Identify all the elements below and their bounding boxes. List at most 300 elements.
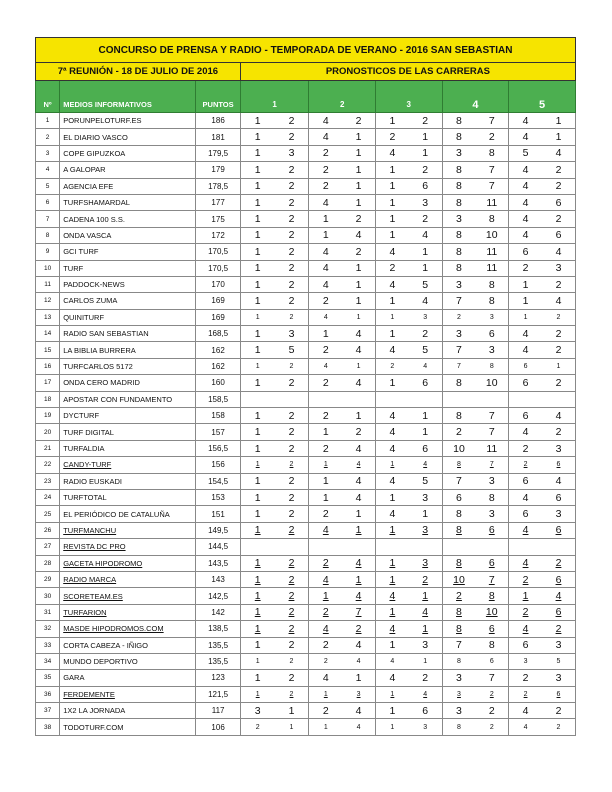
table-row <box>36 375 576 391</box>
prediction-cell: 3 <box>409 719 442 735</box>
prediction-cell: 1 <box>409 145 442 161</box>
prediction-cell: 6 <box>509 408 542 424</box>
row-number: 26 <box>36 522 60 538</box>
table-row <box>36 522 576 538</box>
prediction-cell: 1 <box>509 309 542 325</box>
prediction-cell: 2 <box>542 342 576 358</box>
prediction-cell: 2 <box>542 719 576 735</box>
prediction-cell: 2 <box>275 260 309 276</box>
prediction-cell: 2 <box>275 604 309 620</box>
row-number: 8 <box>36 227 60 243</box>
prediction-cell: 1 <box>309 588 342 604</box>
row-points: 170 <box>196 276 240 292</box>
prediction-cell: 8 <box>442 719 475 735</box>
row-points: 143,5 <box>196 555 240 571</box>
prediction-cell: 4 <box>509 326 542 342</box>
media-name: ONDA VASCA <box>60 227 196 243</box>
media-name: GCI TURF <box>60 244 196 260</box>
prediction-cell: 6 <box>475 653 508 669</box>
row-number: 21 <box>36 440 60 456</box>
prediction-cell: 1 <box>375 703 408 719</box>
prediction-cell: 1 <box>342 194 375 210</box>
prediction-cell: 1 <box>375 571 408 587</box>
prediction-cell: 4 <box>509 227 542 243</box>
table-row <box>36 309 576 325</box>
prediction-cell <box>309 539 342 555</box>
prediction-cell: 1 <box>509 588 542 604</box>
prediction-cell <box>240 391 274 407</box>
prediction-cell: 8 <box>475 588 508 604</box>
prediction-cell: 1 <box>240 653 274 669</box>
table-row <box>36 457 576 473</box>
prediction-cell <box>542 391 576 407</box>
table-row <box>36 489 576 505</box>
row-points: 156 <box>196 457 240 473</box>
prediction-cell: 2 <box>375 260 408 276</box>
prediction-cell: 1 <box>375 194 408 210</box>
row-number: 13 <box>36 309 60 325</box>
row-points: 168,5 <box>196 326 240 342</box>
prediction-cell: 6 <box>475 522 508 538</box>
prediction-cell: 6 <box>509 506 542 522</box>
prediction-cell: 2 <box>275 227 309 243</box>
row-number: 3 <box>36 145 60 161</box>
prediction-cell: 8 <box>475 276 508 292</box>
prediction-cell: 1 <box>375 211 408 227</box>
prediction-cell: 1 <box>375 555 408 571</box>
prediction-cell: 4 <box>309 194 342 210</box>
prediction-cell: 2 <box>542 162 576 178</box>
table-row <box>36 129 576 145</box>
prediction-cell: 4 <box>409 457 442 473</box>
row-points: 142,5 <box>196 588 240 604</box>
prediction-cell: 4 <box>342 342 375 358</box>
prediction-cell: 2 <box>240 719 274 735</box>
media-name: CARLOS ZUMA <box>60 293 196 309</box>
row-points: 121,5 <box>196 686 240 702</box>
prediction-cell: 2 <box>309 375 342 391</box>
prediction-cell: 1 <box>375 375 408 391</box>
media-name: PORUNPELOTURF.ES <box>60 113 196 129</box>
prediction-cell: 2 <box>442 424 475 440</box>
prediction-cell: 4 <box>342 719 375 735</box>
section-title: PRONOSTICOS DE LAS CARRERAS <box>240 63 575 81</box>
prediction-cell: 6 <box>475 326 508 342</box>
table-row <box>36 539 576 555</box>
prediction-cell: 2 <box>275 571 309 587</box>
prediction-cell: 2 <box>542 555 576 571</box>
table-row <box>36 342 576 358</box>
prediction-cell: 6 <box>475 555 508 571</box>
prediction-cell: 4 <box>375 145 408 161</box>
prediction-cell: 3 <box>240 703 274 719</box>
row-number: 19 <box>36 408 60 424</box>
prediction-cell: 6 <box>409 440 442 456</box>
prediction-cell: 2 <box>409 113 442 129</box>
row-points: 160 <box>196 375 240 391</box>
row-number: 6 <box>36 194 60 210</box>
prediction-cell: 4 <box>342 473 375 489</box>
media-name: DYCTURF <box>60 408 196 424</box>
prediction-cell: 1 <box>342 293 375 309</box>
prediction-cell: 2 <box>409 326 442 342</box>
row-points: 135,5 <box>196 653 240 669</box>
prediction-cell: 3 <box>442 703 475 719</box>
row-points: 123 <box>196 670 240 686</box>
prediction-cell: 6 <box>542 522 576 538</box>
prediction-cell: 1 <box>240 162 274 178</box>
prediction-cell: 1 <box>240 375 274 391</box>
prediction-cell: 4 <box>509 703 542 719</box>
prediction-cell: 2 <box>475 686 508 702</box>
prediction-cell: 2 <box>509 457 542 473</box>
prediction-cell <box>375 391 408 407</box>
prediction-cell: 1 <box>342 408 375 424</box>
prediction-cell: 4 <box>409 686 442 702</box>
prediction-cell: 2 <box>275 244 309 260</box>
prediction-cell: 7 <box>475 113 508 129</box>
prediction-cell: 2 <box>275 588 309 604</box>
prediction-cell: 8 <box>442 506 475 522</box>
row-number: 20 <box>36 424 60 440</box>
prediction-cell: 2 <box>275 375 309 391</box>
prediction-cell: 3 <box>409 309 442 325</box>
prediction-cell: 4 <box>342 457 375 473</box>
row-number: 34 <box>36 653 60 669</box>
prediction-cell: 7 <box>475 178 508 194</box>
prediction-cell: 10 <box>475 375 508 391</box>
prediction-cell: 7 <box>342 604 375 620</box>
prediction-cell: 2 <box>275 408 309 424</box>
prediction-cell: 2 <box>275 670 309 686</box>
row-points: 170,5 <box>196 260 240 276</box>
row-points: 151 <box>196 506 240 522</box>
row-number: 15 <box>36 342 60 358</box>
prediction-cell: 1 <box>240 506 274 522</box>
prediction-cell: 1 <box>240 637 274 653</box>
prediction-cell: 8 <box>442 129 475 145</box>
media-name: TODOTURF.COM <box>60 719 196 735</box>
prediction-cell: 3 <box>275 145 309 161</box>
row-points: 179,5 <box>196 145 240 161</box>
prediction-cell: 4 <box>509 489 542 505</box>
prediction-cell: 2 <box>475 719 508 735</box>
prediction-cell: 1 <box>240 571 274 587</box>
prediction-cell: 8 <box>442 260 475 276</box>
table-row <box>36 604 576 620</box>
prediction-cell: 4 <box>309 276 342 292</box>
prediction-cell: 2 <box>275 653 309 669</box>
page-title: CONCURSO DE PRENSA Y RADIO - TEMPORADA DE VERANO - 2016 SAN SEBASTIAN <box>36 38 576 63</box>
table-row <box>36 670 576 686</box>
media-name: TURF <box>60 260 196 276</box>
prediction-cell: 4 <box>542 408 576 424</box>
prediction-cell: 4 <box>509 194 542 210</box>
table-row <box>36 473 576 489</box>
row-points: 178,5 <box>196 178 240 194</box>
prediction-cell: 3 <box>409 489 442 505</box>
prediction-cell: 1 <box>309 686 342 702</box>
prediction-cell: 1 <box>409 129 442 145</box>
prediction-cell: 2 <box>275 293 309 309</box>
prediction-cell: 7 <box>442 473 475 489</box>
media-name: ONDA CERO MADRID <box>60 375 196 391</box>
prediction-cell: 1 <box>240 326 274 342</box>
prediction-cell: 2 <box>309 555 342 571</box>
media-name: GACETA HIPODROMO <box>60 555 196 571</box>
prediction-cell: 5 <box>409 342 442 358</box>
prediction-cell: 7 <box>442 342 475 358</box>
media-name: RADIO SAN SEBASTIAN <box>60 326 196 342</box>
prediction-cell: 1 <box>542 113 576 129</box>
table-row <box>36 260 576 276</box>
prediction-cell: 1 <box>240 522 274 538</box>
row-points: 172 <box>196 227 240 243</box>
prediction-cell: 1 <box>240 686 274 702</box>
prediction-cell: 4 <box>375 244 408 260</box>
media-name: GARA <box>60 670 196 686</box>
prediction-cell: 2 <box>275 276 309 292</box>
row-points: 156,5 <box>196 440 240 456</box>
table-row <box>36 194 576 210</box>
media-name: EL PERIÓDICO DE CATALUÑA <box>60 506 196 522</box>
prediction-cell: 6 <box>409 375 442 391</box>
prediction-cell: 2 <box>542 211 576 227</box>
prediction-cell: 3 <box>475 473 508 489</box>
prediction-cell: 2 <box>509 670 542 686</box>
prediction-cell: 3 <box>442 686 475 702</box>
prediction-cell: 1 <box>375 686 408 702</box>
prediction-cell: 3 <box>409 522 442 538</box>
row-number: 17 <box>36 375 60 391</box>
prediction-cell: 4 <box>342 227 375 243</box>
prediction-cell: 1 <box>409 588 442 604</box>
race-5-header: 5 <box>509 81 576 113</box>
row-number: 29 <box>36 571 60 587</box>
prediction-cell: 4 <box>375 440 408 456</box>
prediction-cell: 1 <box>375 113 408 129</box>
prediction-cell: 4 <box>309 670 342 686</box>
row-points: 144,5 <box>196 539 240 555</box>
media-name: EL DIARIO VASCO <box>60 129 196 145</box>
prediction-cell: 2 <box>509 440 542 456</box>
prediction-cell: 4 <box>309 571 342 587</box>
row-points: 138,5 <box>196 621 240 637</box>
prediction-cell: 1 <box>240 309 274 325</box>
prediction-cell: 1 <box>240 670 274 686</box>
prediction-cell: 6 <box>509 358 542 374</box>
subtitle-row <box>36 63 576 81</box>
prediction-cell: 8 <box>475 637 508 653</box>
prediction-cell: 2 <box>375 129 408 145</box>
prediction-cell: 1 <box>409 260 442 276</box>
prediction-cell: 8 <box>442 653 475 669</box>
prediction-cell: 2 <box>309 162 342 178</box>
prediction-cell: 11 <box>475 260 508 276</box>
prediction-cell: 2 <box>342 113 375 129</box>
prediction-cell: 2 <box>409 670 442 686</box>
prediction-cell: 4 <box>509 162 542 178</box>
prediction-cell: 1 <box>375 604 408 620</box>
meeting-date: 7ª REUNIÓN - 18 DE JULIO DE 2016 <box>36 63 241 81</box>
prediction-cell: 2 <box>275 686 309 702</box>
row-points: 162 <box>196 342 240 358</box>
prediction-cell: 7 <box>475 571 508 587</box>
prediction-cell: 6 <box>409 703 442 719</box>
prediction-cell: 2 <box>275 473 309 489</box>
prediction-cell: 1 <box>240 473 274 489</box>
prediction-cell: 4 <box>542 588 576 604</box>
prediction-cell: 4 <box>509 113 542 129</box>
prediction-cell: 4 <box>309 113 342 129</box>
prediction-cell: 2 <box>542 424 576 440</box>
table-row <box>36 719 576 735</box>
prediction-cell: 4 <box>542 244 576 260</box>
row-points: 162 <box>196 358 240 374</box>
prediction-cell: 1 <box>375 326 408 342</box>
prediction-cell: 4 <box>409 293 442 309</box>
prediction-cell: 1 <box>240 293 274 309</box>
row-points: 170,5 <box>196 244 240 260</box>
prediction-cell: 7 <box>442 293 475 309</box>
media-name: QUINITURF <box>60 309 196 325</box>
prediction-cell: 4 <box>309 129 342 145</box>
prediction-cell: 1 <box>409 653 442 669</box>
prediction-cell: 1 <box>240 489 274 505</box>
prediction-cell: 3 <box>442 211 475 227</box>
row-number: 37 <box>36 703 60 719</box>
prediction-cell: 2 <box>275 555 309 571</box>
table-row <box>36 276 576 292</box>
prediction-cell: 1 <box>240 194 274 210</box>
prediction-cell: 1 <box>240 621 274 637</box>
table-row <box>36 211 576 227</box>
prediction-cell: 3 <box>442 326 475 342</box>
prediction-cell: 10 <box>442 571 475 587</box>
prediction-cell: 2 <box>542 309 576 325</box>
prediction-cell: 3 <box>442 145 475 161</box>
prediction-cell: 2 <box>409 211 442 227</box>
prediction-cell: 3 <box>442 670 475 686</box>
prediction-cell: 8 <box>475 293 508 309</box>
prediction-cell <box>475 539 508 555</box>
row-points: 175 <box>196 211 240 227</box>
row-number: 10 <box>36 260 60 276</box>
results-sheet <box>35 37 576 736</box>
prediction-cell: 2 <box>275 440 309 456</box>
prediction-cell: 8 <box>442 227 475 243</box>
prediction-cell: 4 <box>542 293 576 309</box>
prediction-cell: 1 <box>409 506 442 522</box>
prediction-cell: 2 <box>542 276 576 292</box>
table-row <box>36 113 576 129</box>
prediction-cell: 4 <box>375 473 408 489</box>
prediction-cell: 1 <box>509 293 542 309</box>
prediction-cell: 4 <box>409 604 442 620</box>
table-row <box>36 326 576 342</box>
prediction-cell: 4 <box>375 506 408 522</box>
prediction-cell: 1 <box>240 424 274 440</box>
prediction-cell <box>342 539 375 555</box>
prediction-cell: 1 <box>409 408 442 424</box>
header-row <box>36 81 576 113</box>
prediction-cell: 8 <box>475 489 508 505</box>
prediction-cell: 10 <box>442 440 475 456</box>
prediction-cell: 4 <box>375 670 408 686</box>
row-number: 2 <box>36 129 60 145</box>
prediction-cell: 2 <box>509 604 542 620</box>
table-row <box>36 621 576 637</box>
prediction-cell: 1 <box>342 129 375 145</box>
prediction-cell: 5 <box>542 653 576 669</box>
media-name: TURF DIGITAL <box>60 424 196 440</box>
prediction-cell: 2 <box>409 162 442 178</box>
prediction-cell: 2 <box>275 129 309 145</box>
row-points: 142 <box>196 604 240 620</box>
prediction-cell: 5 <box>275 342 309 358</box>
prediction-cell: 1 <box>342 309 375 325</box>
prediction-cell: 4 <box>409 358 442 374</box>
prediction-cell: 1 <box>275 703 309 719</box>
prediction-cell: 2 <box>275 489 309 505</box>
prediction-cell: 1 <box>240 604 274 620</box>
media-name: TURFARION <box>60 604 196 620</box>
prediction-cell: 8 <box>442 522 475 538</box>
media-name: A GALOPAR <box>60 162 196 178</box>
prediction-cell: 1 <box>375 309 408 325</box>
prediction-cell: 3 <box>475 506 508 522</box>
media-name: LA BIBLIA BURRERA <box>60 342 196 358</box>
prediction-cell: 1 <box>375 489 408 505</box>
media-name: TURFTOTAL <box>60 489 196 505</box>
prediction-cell: 1 <box>542 129 576 145</box>
prediction-cell: 1 <box>409 621 442 637</box>
results-table <box>35 37 576 736</box>
table-row <box>36 293 576 309</box>
row-points: 179 <box>196 162 240 178</box>
prediction-cell: 1 <box>309 424 342 440</box>
prediction-cell: 4 <box>342 440 375 456</box>
row-points: 154,5 <box>196 473 240 489</box>
prediction-cell: 2 <box>375 358 408 374</box>
prediction-cell <box>542 539 576 555</box>
prediction-cell: 4 <box>509 342 542 358</box>
prediction-cell: 1 <box>309 489 342 505</box>
table-row <box>36 244 576 260</box>
prediction-cell: 4 <box>309 260 342 276</box>
prediction-cell: 7 <box>475 424 508 440</box>
prediction-cell: 4 <box>375 424 408 440</box>
prediction-cell: 1 <box>342 506 375 522</box>
prediction-cell: 1 <box>342 571 375 587</box>
prediction-cell: 4 <box>309 244 342 260</box>
prediction-cell: 3 <box>275 326 309 342</box>
prediction-cell: 1 <box>375 162 408 178</box>
prediction-cell: 3 <box>409 194 442 210</box>
row-number: 1 <box>36 113 60 129</box>
prediction-cell: 1 <box>240 440 274 456</box>
prediction-cell: 1 <box>309 719 342 735</box>
prediction-cell: 2 <box>275 162 309 178</box>
prediction-cell: 6 <box>542 604 576 620</box>
prediction-cell: 3 <box>542 440 576 456</box>
table-row <box>36 227 576 243</box>
row-points: 135,5 <box>196 637 240 653</box>
prediction-cell: 2 <box>275 522 309 538</box>
row-number: 31 <box>36 604 60 620</box>
prediction-cell: 2 <box>509 260 542 276</box>
prediction-cell: 1 <box>275 719 309 735</box>
